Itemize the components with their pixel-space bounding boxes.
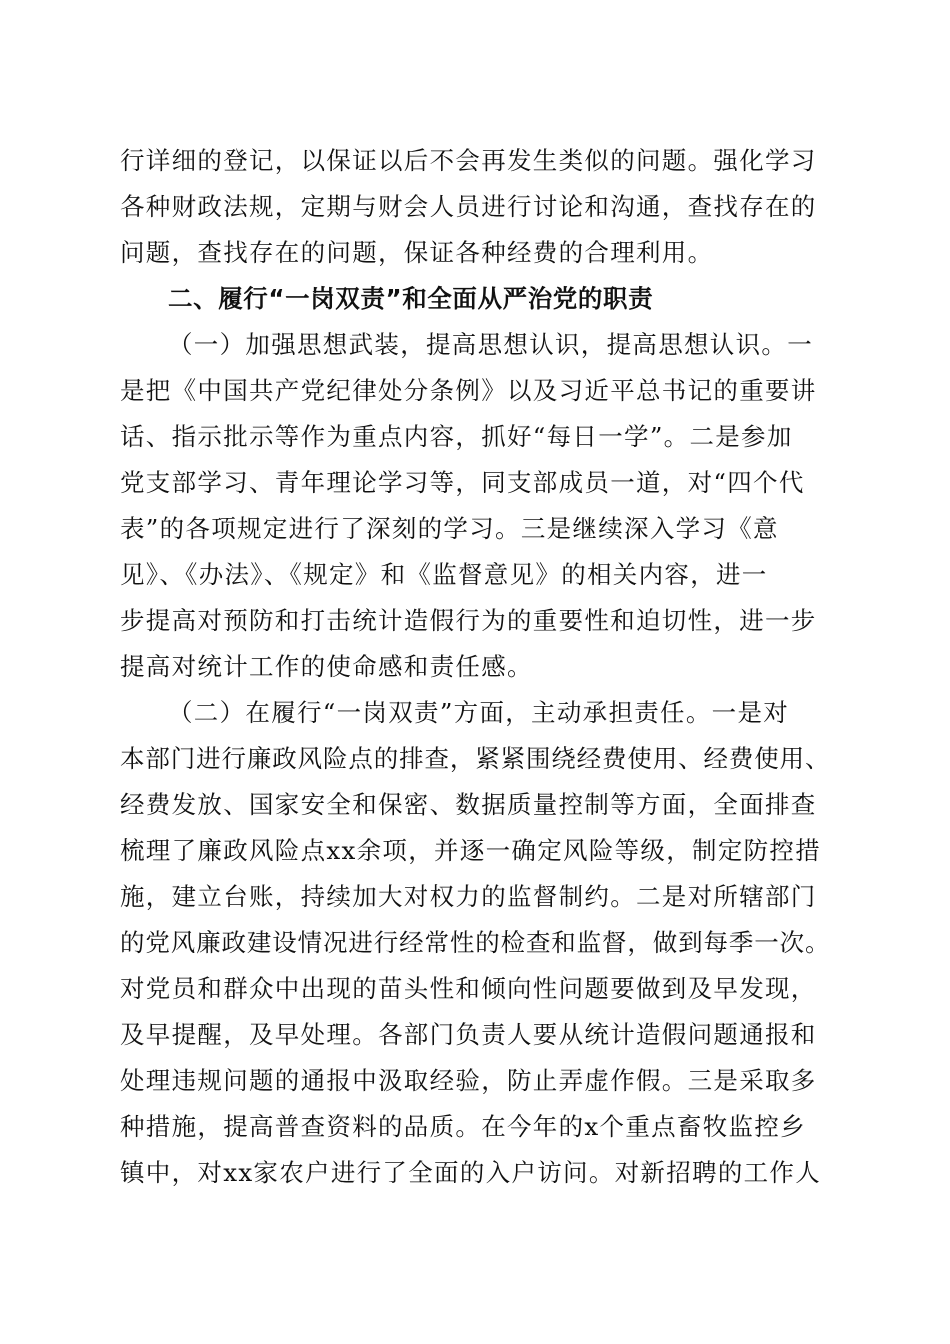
section-heading: 二、履行“一岗双责”和全面从严治党的职责 <box>168 284 654 313</box>
body-line: 各种财政法规，定期与财会人员进行讨论和沟通，查找存在的 <box>120 192 817 221</box>
body-line: 处理违规问题的通报中汲取经验，防止弄虚作假。三是采取多 <box>120 1066 817 1095</box>
body-line: 行详细的登记，以保证以后不会再发生类似的问题。强化学习 <box>120 146 817 175</box>
body-line: 党支部学习、青年理论学习等，同支部成员一道，对“四个代 <box>120 468 805 497</box>
body-line: 提高对统计工作的使命感和责任感。 <box>120 652 533 681</box>
body-line: 镇中，对xx家农户进行了全面的入户访问。对新招聘的工作人 <box>120 1158 822 1187</box>
body-line: 经费发放、国家安全和保密、数据质量控制等方面，全面排查 <box>120 790 817 819</box>
body-line: 本部门进行廉政风险点的排查，紧紧围绕经费使用、经费使用、 <box>120 744 831 773</box>
body-line: 表”的各项规定进行了深刻的学习。三是继续深入学习《意 <box>120 514 779 543</box>
body-line: 及早提醒，及早处理。各部门负责人要从统计造假问题通报和 <box>120 1020 817 1049</box>
body-line: 见》、《办法》、《规定》和《监督意见》的相关内容，进一 <box>120 560 768 589</box>
body-line: 种措施，提高普查资料的品质。在今年的x个重点畜牧监控乡 <box>120 1112 806 1141</box>
body-line: 是把《中国共产党纪律处分条例》以及习近平总书记的重要讲 <box>120 376 817 405</box>
body-line: 步提高对预防和打击统计造假行为的重要性和迫切性，进一步 <box>120 606 817 635</box>
body-line: 对党员和群众中出现的苗头性和倾向性问题要做到及早发现， <box>120 974 817 1003</box>
paragraph-first-line: （一）加强思想武装，提高思想认识，提高思想认识。一 <box>168 330 813 359</box>
body-line: 问题，查找存在的问题，保证各种经费的合理利用。 <box>120 238 714 267</box>
body-line: 梳理了廉政风险点xx余项，并逐一确定风险等级，制定防控措 <box>120 836 822 865</box>
body-line: 施，建立台账，持续加大对权力的监督制约。二是对所辖部门 <box>120 882 817 911</box>
paragraph-first-line: （二）在履行“一岗双责”方面，主动承担责任。一是对 <box>168 698 790 727</box>
body-line: 的党风廉政建设情况进行经常性的检查和监督，做到每季一次。 <box>120 928 831 957</box>
body-line: 话、指示批示等作为重点内容，抓好“每日一学”。二是参加 <box>120 422 793 451</box>
